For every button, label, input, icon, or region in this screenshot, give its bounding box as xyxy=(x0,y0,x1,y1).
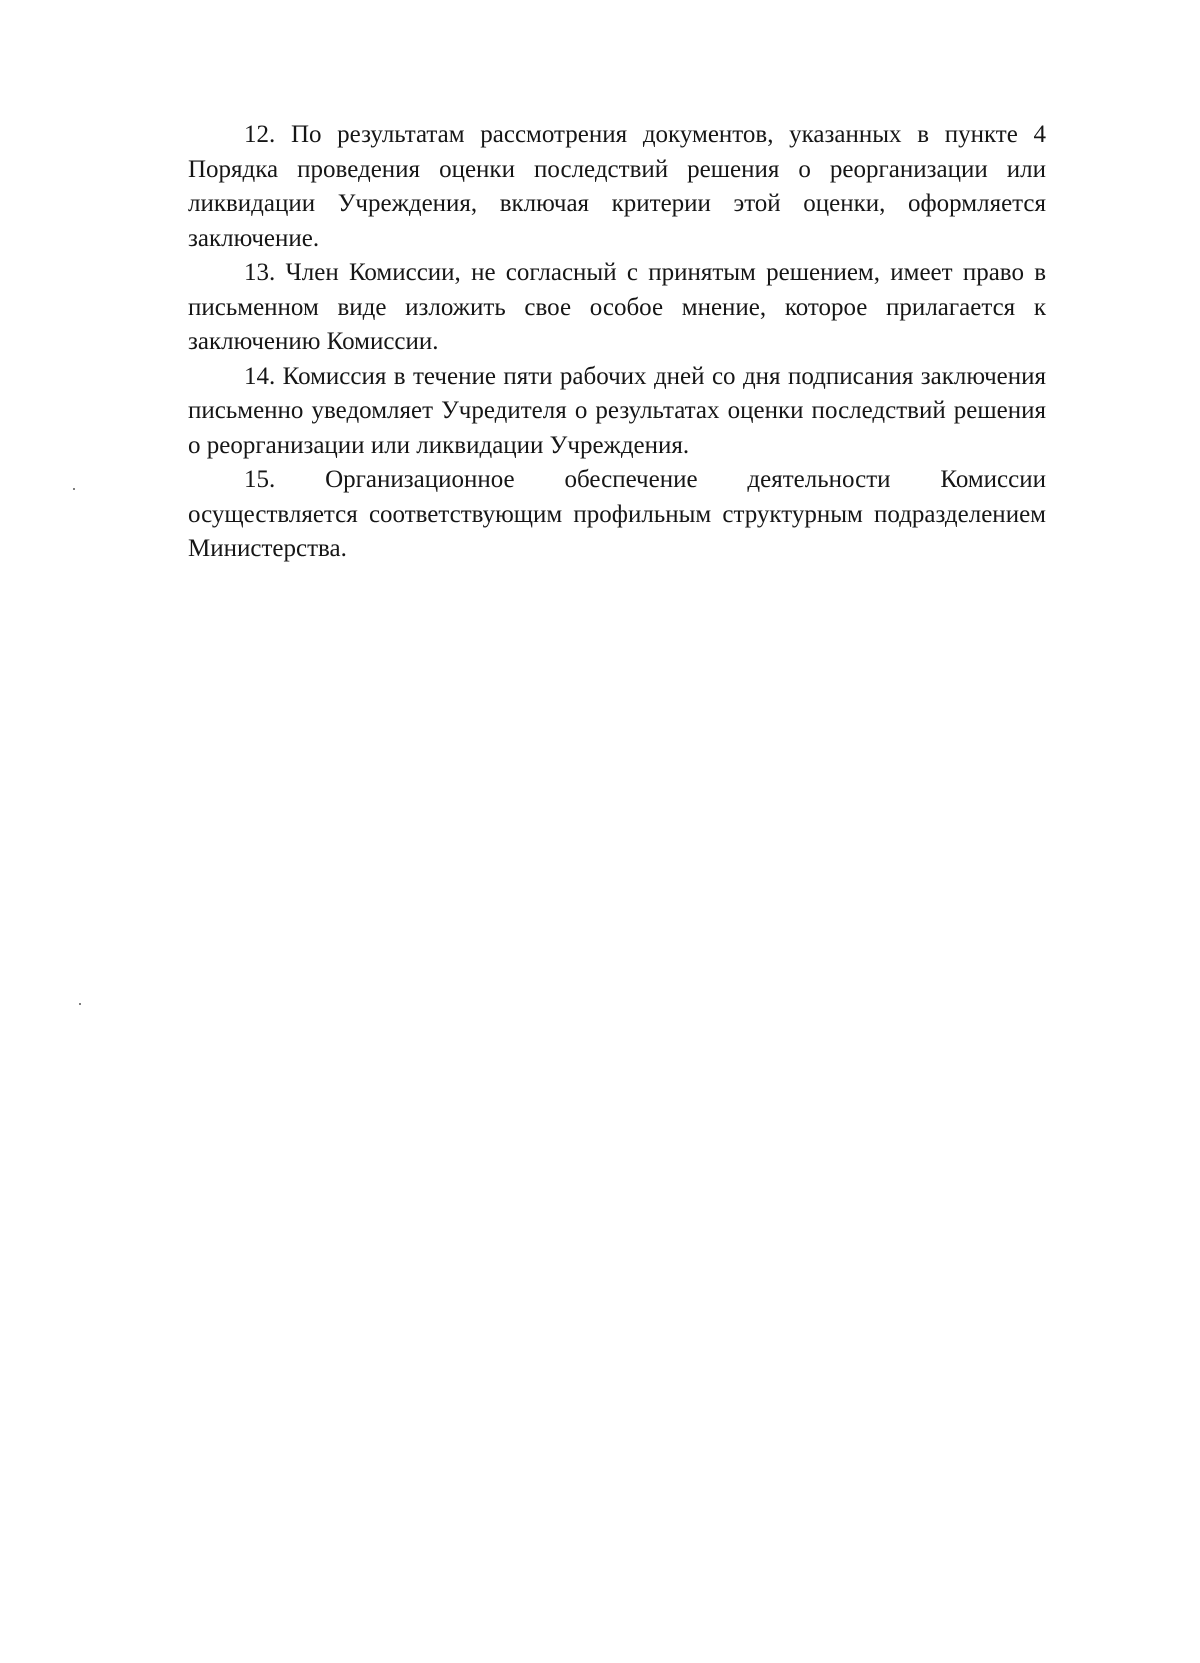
paragraph-12: 12. По результатам рассмотрения документов, указанных в пункте 4 Порядка проведения оценки последствий решения о реорганизации или ликвидации Учреждения, включая критерии этой оценки, оформляется заключение. xyxy=(188,121,1046,252)
paragraph-13: 13. Член Комиссии, не согласный с принятым решением, имеет право в письменном виде изложить свое особое мнение, которое прилагается к заключению Комиссии. xyxy=(188,259,1046,355)
document-body xyxy=(188,118,1046,567)
scan-speck xyxy=(73,488,75,490)
paragraph-15: 15. Организационное обеспечение деятельности Комиссии осуществляется соответствующим профильным структурным подразделением Министерства. xyxy=(188,466,1046,562)
scan-speck xyxy=(79,1003,81,1005)
paragraph-14: 14. Комиссия в течение пяти рабочих дней со дня подписания заключения письменно уведомляет Учредителя о результатах оценки последствий решения о реорганизации или ликвидации Учреждения. xyxy=(188,362,1046,459)
